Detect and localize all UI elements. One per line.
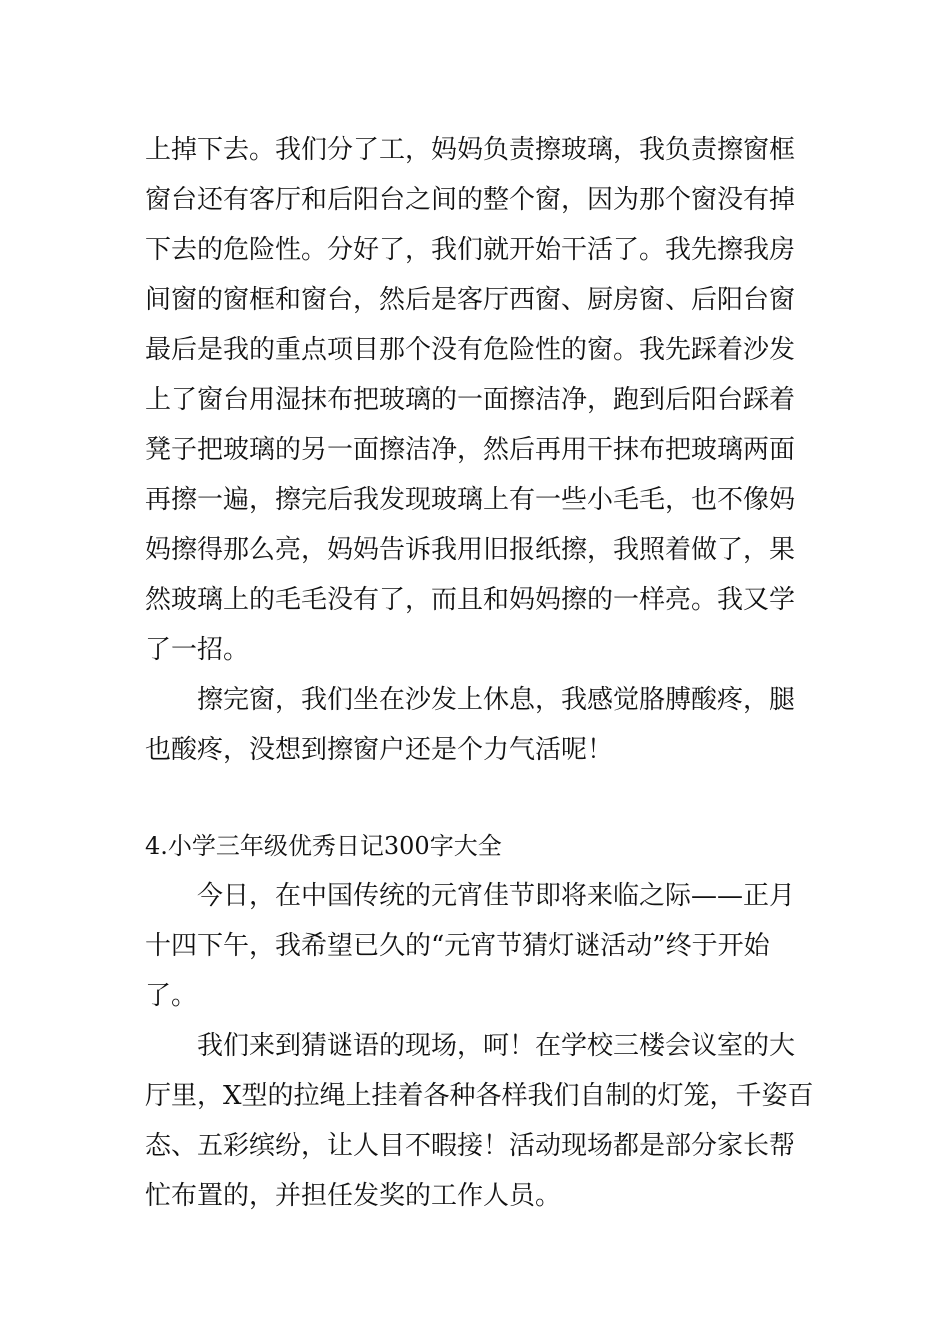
text-line: 最后是我的重点项目那个没有危险性的窗。我先踩着沙发 — [145, 335, 796, 365]
text-line: 了一招。 — [145, 635, 250, 665]
text-line: 再擦一遍，擦完后我发现玻璃上有一些小毛毛，也不像妈 — [145, 485, 796, 515]
text-line: 上掉下去。我们分了工，妈妈负责擦玻璃，我负责擦窗框 — [145, 135, 796, 165]
text-line: 上了窗台用湿抹布把玻璃的一面擦洁净，跑到后阳台踩着 — [145, 385, 796, 415]
text-line: 厅里，X型的拉绳上挂着各种各样我们自制的灯笼，千姿百 — [145, 1081, 814, 1111]
section-heading: 4.小学三年级优秀日记300字大全 — [145, 832, 502, 860]
text-line: 了。 — [145, 981, 198, 1011]
text-line: 下去的危险性。分好了，我们就开始干活了。我先擦我房 — [145, 235, 796, 265]
text-line: 间窗的窗框和窗台，然后是客厅西窗、厨房窗、后阳台窗 — [145, 285, 796, 315]
text-line: 窗台还有客厅和后阳台之间的整个窗，因为那个窗没有掉 — [145, 185, 796, 215]
paragraph-lantern-festival — [145, 871, 810, 1021]
text-line: 然玻璃上的毛毛没有了，而且和妈妈擦的一样亮。我又学 — [145, 585, 796, 615]
text-line: 忙布置的，并担任发奖的工作人员。 — [145, 1181, 562, 1211]
text-line: 也酸疼，没想到擦窗户还是个力气活呢！ — [145, 735, 614, 765]
text-line: 我们来到猜谜语的现场，呵！在学校三楼会议室的大 — [197, 1031, 796, 1061]
paragraph-riddle-venue — [145, 1021, 814, 1221]
paragraph-window-cleaning — [145, 125, 810, 675]
text-line: 十四下午，我希望已久的“元宵节猜灯谜活动”终于开始 — [145, 931, 770, 961]
text-line: 擦完窗，我们坐在沙发上休息，我感觉胳膊酸疼，腿 — [197, 685, 796, 715]
text-line: 妈擦得那么亮，妈妈告诉我用旧报纸擦，我照着做了，果 — [145, 535, 796, 565]
text-line: 凳子把玻璃的另一面擦洁净，然后再用干抹布把玻璃两面 — [145, 435, 796, 465]
text-line: 今日，在中国传统的元宵佳节即将来临之际——正月 — [197, 881, 796, 911]
text-line: 态、五彩缤纷，让人目不暇接！活动现场都是部分家长帮 — [145, 1131, 796, 1161]
paragraph-rest — [145, 675, 810, 775]
